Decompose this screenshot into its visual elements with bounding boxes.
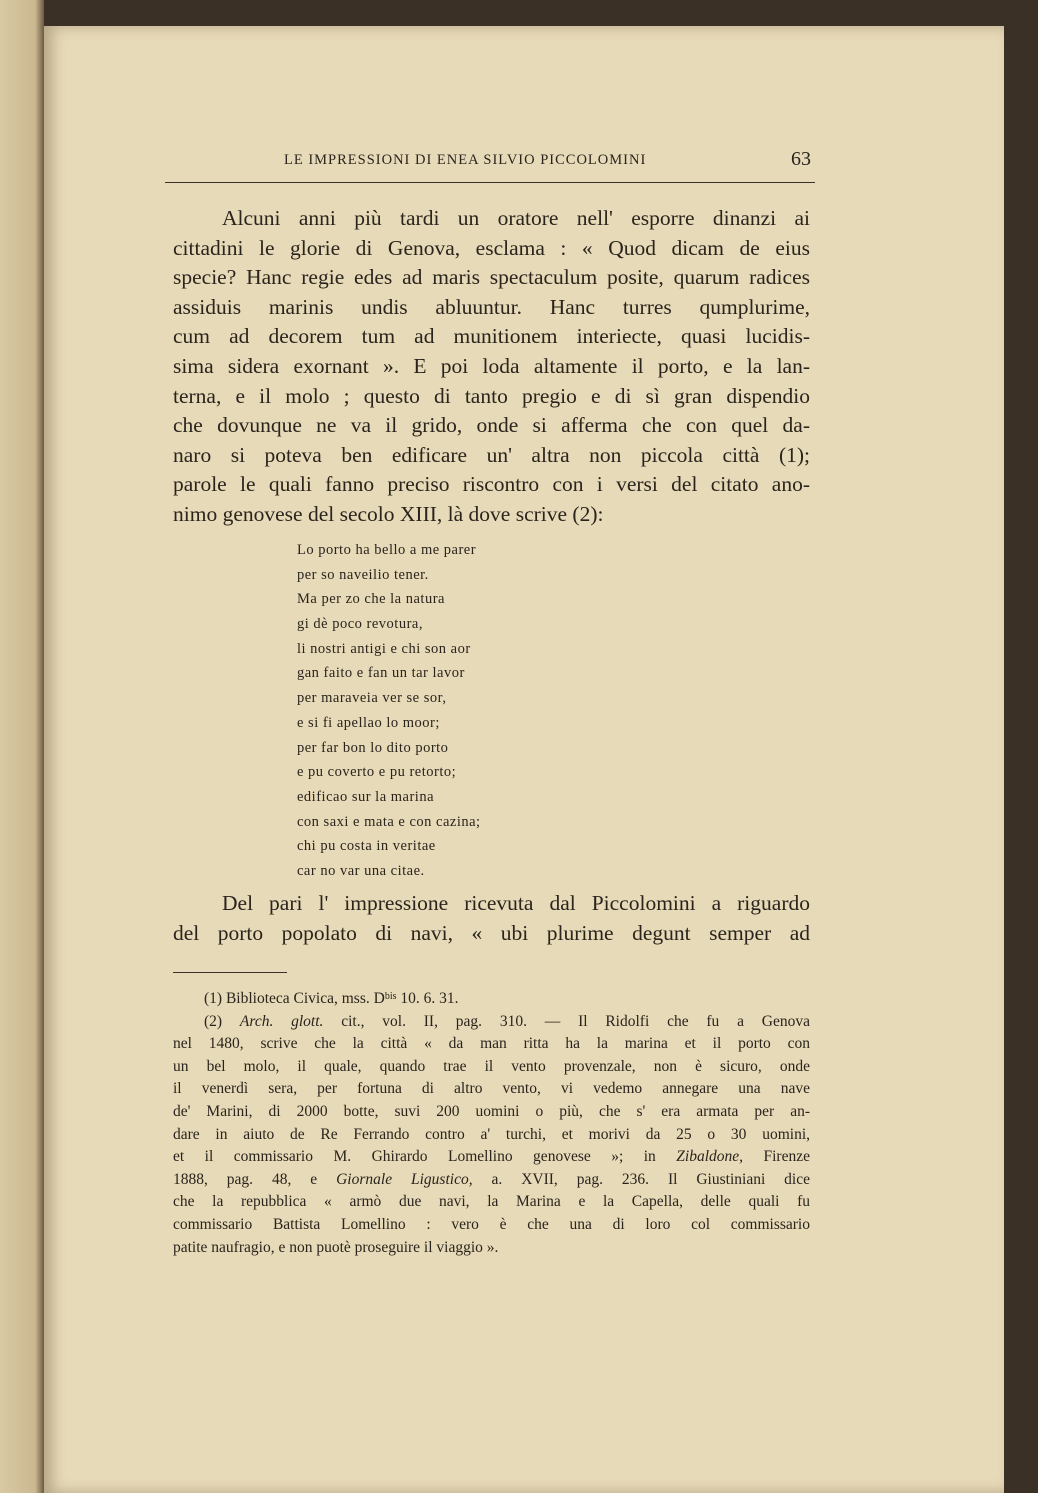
running-header (173, 148, 813, 174)
text-line: e pu coverto e pu retorto; (297, 764, 457, 781)
italic-title: Arch. glott. (239, 1012, 324, 1030)
text-line: il venerdì sera, per fortuna di altro vento, vi vedemo annegare una nave (173, 1080, 810, 1098)
footnote-text: 1888, pag. 48, e (173, 1170, 337, 1188)
text-line: Del pari l' impressione ricevuta dal Piccolomini a riguardo (222, 891, 810, 915)
text-line: patite naufragio, e non puotè proseguire il viaggio ». (173, 1238, 499, 1256)
text-line: terna, e il molo ; questo di tanto pregio e di sì gran dispendio (173, 383, 810, 408)
text-line: dare in aiuto de Re Ferrando contro a' turchi, et morivi da 25 o 30 uomini, (173, 1125, 810, 1143)
italic-title: Zibaldone, (676, 1148, 744, 1166)
text-line: gi dè poco revotura, (297, 616, 423, 633)
paragraph-1 (173, 204, 810, 530)
text-line: e si fi apellao lo moor; (297, 714, 440, 731)
text-line: naro si poteva ben edificare un' altra non piccola città (1); (173, 442, 810, 467)
text-line: con saxi e mata e con cazina; (297, 813, 481, 830)
footnote-text: a. XVII, pag. 236. Il Giustiniani dice (472, 1170, 811, 1188)
page-number: 63 (791, 148, 811, 170)
text-line: gan faito e fan un tar lavor (297, 665, 465, 682)
text-line: edificao sur la marina (297, 788, 435, 805)
paragraph-2 (173, 888, 810, 948)
footnote-text: et il commissario M. Ghirardo Lomellino genovese »; in (173, 1148, 677, 1166)
text-line: Ma per zo che la natura (297, 591, 445, 608)
text-line: del porto popolato di navi, « ubi plurime degunt semper ad (173, 921, 810, 945)
header-rule (165, 182, 815, 183)
text-line: Lo porto ha bello a me parer (297, 542, 477, 558)
text-line: li nostri antigi e chi son aor (297, 640, 471, 657)
footnote-rule (173, 972, 287, 973)
text-line: che la repubblica « armò due navi, la Marina e la Capella, delle quali fu (173, 1193, 810, 1211)
text-line: sima sidera exornant ». E poi loda altamente il porto, e la lan- (173, 353, 810, 378)
running-title: LE IMPRESSIONI DI ENEA SILVIO PICCOLOMINI (284, 152, 647, 168)
text-line: cittadini le glorie di Genova, esclama : « Quod dicam de eius (173, 235, 810, 260)
verse-quotation (297, 538, 481, 884)
text-line: de' Marini, di 2000 botte, suvi 200 uomini o più, che s' era armata per an- (173, 1102, 810, 1120)
footnote-number: (2) (204, 1012, 240, 1030)
footnotes (173, 988, 810, 1259)
superscript: bis (384, 991, 397, 1002)
text-line: car no var una citae. (297, 862, 425, 879)
footnote-2-line (173, 1011, 810, 1034)
footnote-text: cit., vol. II, pag. 310. — Il Ridolfi che fu a Genova (323, 1012, 810, 1030)
footnote-2-line (173, 1146, 810, 1169)
footnote-text: Firenze (743, 1148, 810, 1166)
text-line: parole le quali fanno preciso riscontro con i versi del citato ano- (173, 472, 810, 497)
text-line: che dovunque ne va il grido, onde si afferma che con quel da- (173, 413, 810, 438)
footnote-2-line (173, 1169, 810, 1192)
text-line: Alcuni anni più tardi un oratore nell' esporre dinanzi ai (222, 206, 810, 230)
text-line: per so naveilio tener. (297, 566, 429, 583)
text-line: specie? Hanc regie edes ad maris spectaculum posite, quarum radices (173, 265, 810, 290)
facing-page-edge (0, 0, 44, 1493)
text-line: nel 1480, scrive che la città « da man ritta ha la marina et il porto con (173, 1035, 810, 1053)
footnote-text: 10. 6. 31. (396, 990, 459, 1007)
italic-title: Giornale Ligustico, (336, 1170, 473, 1188)
text-line: commissario Battista Lomellino : vero è che una di loro col commissario (173, 1215, 810, 1233)
text-line: nimo genovese del secolo XIII, là dove scrive (2): (173, 501, 604, 526)
text-line: chi pu costa in veritae (297, 838, 436, 855)
text-line: un bel molo, il quale, quando trae il vento provenzale, non è sicuro, onde (173, 1057, 810, 1075)
text-line: assiduis marinis undis abluuntur. Hanc turres qumplurime, (173, 294, 810, 319)
text-line: per far bon lo dito porto (297, 739, 449, 756)
footnote-text: (1) Biblioteca Civica, mss. D (204, 990, 385, 1007)
footnote-1 (173, 988, 810, 1011)
text-line: cum ad decorem tum ad munitionem interiecte, quasi lucidis- (173, 324, 810, 349)
text-line: per maraveia ver se sor, (297, 690, 447, 707)
